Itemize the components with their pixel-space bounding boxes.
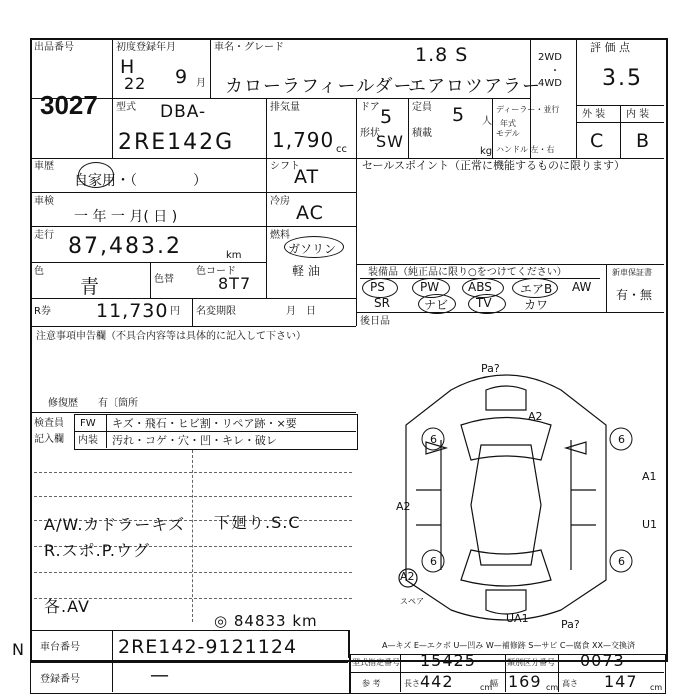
ac: AC [296,202,324,224]
model: 2RE142G [118,130,235,155]
width-unit: cm [546,683,559,692]
expiry-label: 名変期限 [196,306,236,317]
length-label: 長さ [404,679,420,688]
divider [505,654,506,692]
divider [620,105,621,158]
circle-mark [284,236,344,258]
damage-label: Pa? [481,362,500,375]
model-year-label: モデル [496,129,520,138]
doors: 5 [380,106,394,128]
check-row-1: キズ・飛石・ヒビ割・リペア跡・×要 [112,417,297,430]
displacement-label: 排気量 [270,102,300,113]
wheel-mark: 6 [430,555,437,568]
history-label: 車歴 [34,161,54,172]
width-label: 幅 [490,679,498,688]
fuel-label: 燃料 [270,230,290,241]
shape-label: 形状 [360,128,380,139]
equipment-title: 装備品（純正品に限り○をつけてください） [368,267,567,278]
reg-year: 22 [124,74,147,93]
wheel-mark: 6 [618,555,625,568]
model-prefix: DBA- [160,102,207,122]
first-reg-label: 初度登録年月 [116,42,176,53]
shape: SW [376,132,404,151]
ext-grade: C [590,130,605,152]
capacity: 5 [452,104,466,126]
circle-mark [468,294,506,314]
warranty-label: 新車保証書 [612,268,652,277]
equip-sr: SR [374,296,390,310]
inspector-note-4: 下廻り.S.C [214,513,301,532]
check-row-2: 汚れ・コゲ・穴・凹・キレ・破レ [112,434,277,447]
expiry: 月 日 [286,306,316,317]
color-code: 8T7 [218,274,252,293]
recycle-fee: 11,730 [96,300,169,322]
divider [210,38,211,98]
divider [356,312,664,313]
damage-label: A1 [642,470,657,483]
equip-airbag: エアB [520,282,553,296]
class-label: 類別区分番号 [507,658,555,667]
fw-label: FW [80,418,96,429]
color-code-label: 色コード [196,266,236,277]
later-label: 後日品 [360,316,390,327]
notes-title: 注意事項申告欄（不具合内容等は具体的に記入して下さい） [36,331,306,342]
month-unit: 月 [196,78,206,89]
check-label: 検査員 [34,418,64,429]
circle-mark [78,162,114,188]
grade-sub: エアロツアラー [408,76,541,97]
sales-title: セールスポイント（正常に機能するものに限ります） [362,159,626,172]
era: H [120,56,136,78]
type-number: 15425 [420,651,476,670]
divider [150,262,151,298]
divider [576,38,577,158]
divider [30,262,266,263]
divider [30,412,356,413]
entry-label: 記入欄 [34,434,64,445]
damage-label: U1 [642,518,658,531]
year-label: 年式 [500,119,516,128]
shift: AT [294,166,320,188]
yen-unit: 円 [170,306,180,317]
load-label: 積載 [412,128,432,139]
equip-tv: TV [476,296,492,310]
divider [356,158,357,326]
equip-abs: ABS [468,280,492,294]
damage-label: Pa? [561,618,580,630]
score: 3.5 [602,66,643,91]
height-label: 高さ [562,679,578,688]
divider [408,98,409,158]
capacity-unit: 人 [482,116,492,127]
inspection-label: 車検 [34,196,54,207]
ac-label: 冷房 [270,196,290,207]
mileage-unit: km [226,250,242,261]
chassis-number: 2RE142-9121124 [118,636,298,658]
inspector-note-1: A/W.カドラーキズ [44,515,186,534]
divider [74,431,356,432]
inspector-note-3: 各.AV [44,597,90,616]
ref-label: 参 考 [362,679,381,688]
model-label: 型式 [116,102,136,113]
divider [266,98,267,158]
divider [30,192,356,193]
length-value: 442 [420,672,454,691]
type-label: 型式指定番号 [352,658,400,667]
divider [30,326,356,327]
score-label: 評 価 点 [590,41,630,54]
fuel-diesel: 軽 油 [292,264,320,278]
name-label: 車名・グレード [214,42,284,53]
divider [530,38,531,158]
class-number: 0073 [580,651,625,670]
divider [356,264,664,265]
divider [30,226,356,227]
odometer-note: ◎ 84833 km [214,612,318,630]
divider [266,158,267,298]
mileage: 87,483.2 [68,234,182,259]
handle-label: ハンドル 左・右 [496,145,555,154]
grade: 1.8 S [415,44,469,66]
int-grade: B [636,130,651,152]
equip-navi: ナビ [424,298,449,312]
width-value: 169 [508,672,542,691]
lot-label: 出品番号 [34,42,74,53]
height-unit: cm [650,683,663,692]
equip-aw: AW [572,280,592,294]
equip-pw: PW [420,280,440,294]
legend: A—キズ E—エクボ U—凹み W—補修跡 S—サビ C—腐食 XX—交換済 [382,641,636,650]
divider [30,298,356,299]
circle-mark [418,294,456,314]
int-label: 内 装 [626,109,650,120]
capacity-label: 定員 [412,102,432,113]
damage-label: UA1 [506,612,529,625]
warranty: 有・無 [616,288,653,302]
doors-label: ドア [360,102,380,113]
interior-label: 内装 [78,435,98,446]
color-change-label: 色替 [154,274,174,285]
circle-mark [512,278,558,298]
displacement: 1,790 [272,128,335,152]
divider [356,98,357,158]
recycle-label: R券 [34,306,51,317]
dot: ・ [550,66,560,77]
circle-mark [362,278,398,298]
inspection: 一 年 一 月( 日 ) [74,209,178,225]
divider [400,654,401,692]
height-value: 147 [604,672,638,691]
lot-number: 3027 [40,90,98,120]
ext-label: 外 装 [582,109,606,120]
wheel-mark: 6 [618,433,625,446]
wheel-mark: 6 [430,433,437,446]
dealer-label: ディーラー・並行 [496,105,560,114]
history: 自家用・（ ） [74,173,207,189]
divider [106,414,107,448]
reg-number: — [150,664,170,686]
kg-unit: kg [480,146,493,157]
n-mark: N [12,640,24,659]
drive-2wd: 2WD [538,52,562,63]
divider [192,298,193,326]
repair-label: 修復歴 有〔箇所 [48,398,138,409]
inspector-note-2: R.スポ.P.ウグ [44,541,150,560]
divider [492,98,493,158]
divider [30,98,530,99]
color: 青 [80,276,101,298]
divider [606,264,607,312]
damage-label: A2 [528,410,543,423]
reg-label: 登録番号 [40,674,80,685]
car-diagram [356,330,664,630]
length-unit: cm [480,683,493,692]
spare-label: スペア [400,597,424,606]
color-label: 色 [34,266,44,277]
equip-ps: PS [370,280,385,294]
damage-label: A2 [400,570,415,583]
reg-month: 9 [175,66,189,88]
shift-label: シフト [270,161,300,172]
mileage-label: 走行 [34,230,54,241]
fuel-gasoline: ガソリン [288,242,337,256]
drive-4wd: 4WD [538,78,562,89]
car-name: カローラフィールダー [225,76,413,97]
damage-label: A2 [396,500,411,513]
chassis-label: 車台番号 [40,642,80,653]
cc-unit: cc [336,144,347,155]
equip-leather: カワ [524,298,549,312]
